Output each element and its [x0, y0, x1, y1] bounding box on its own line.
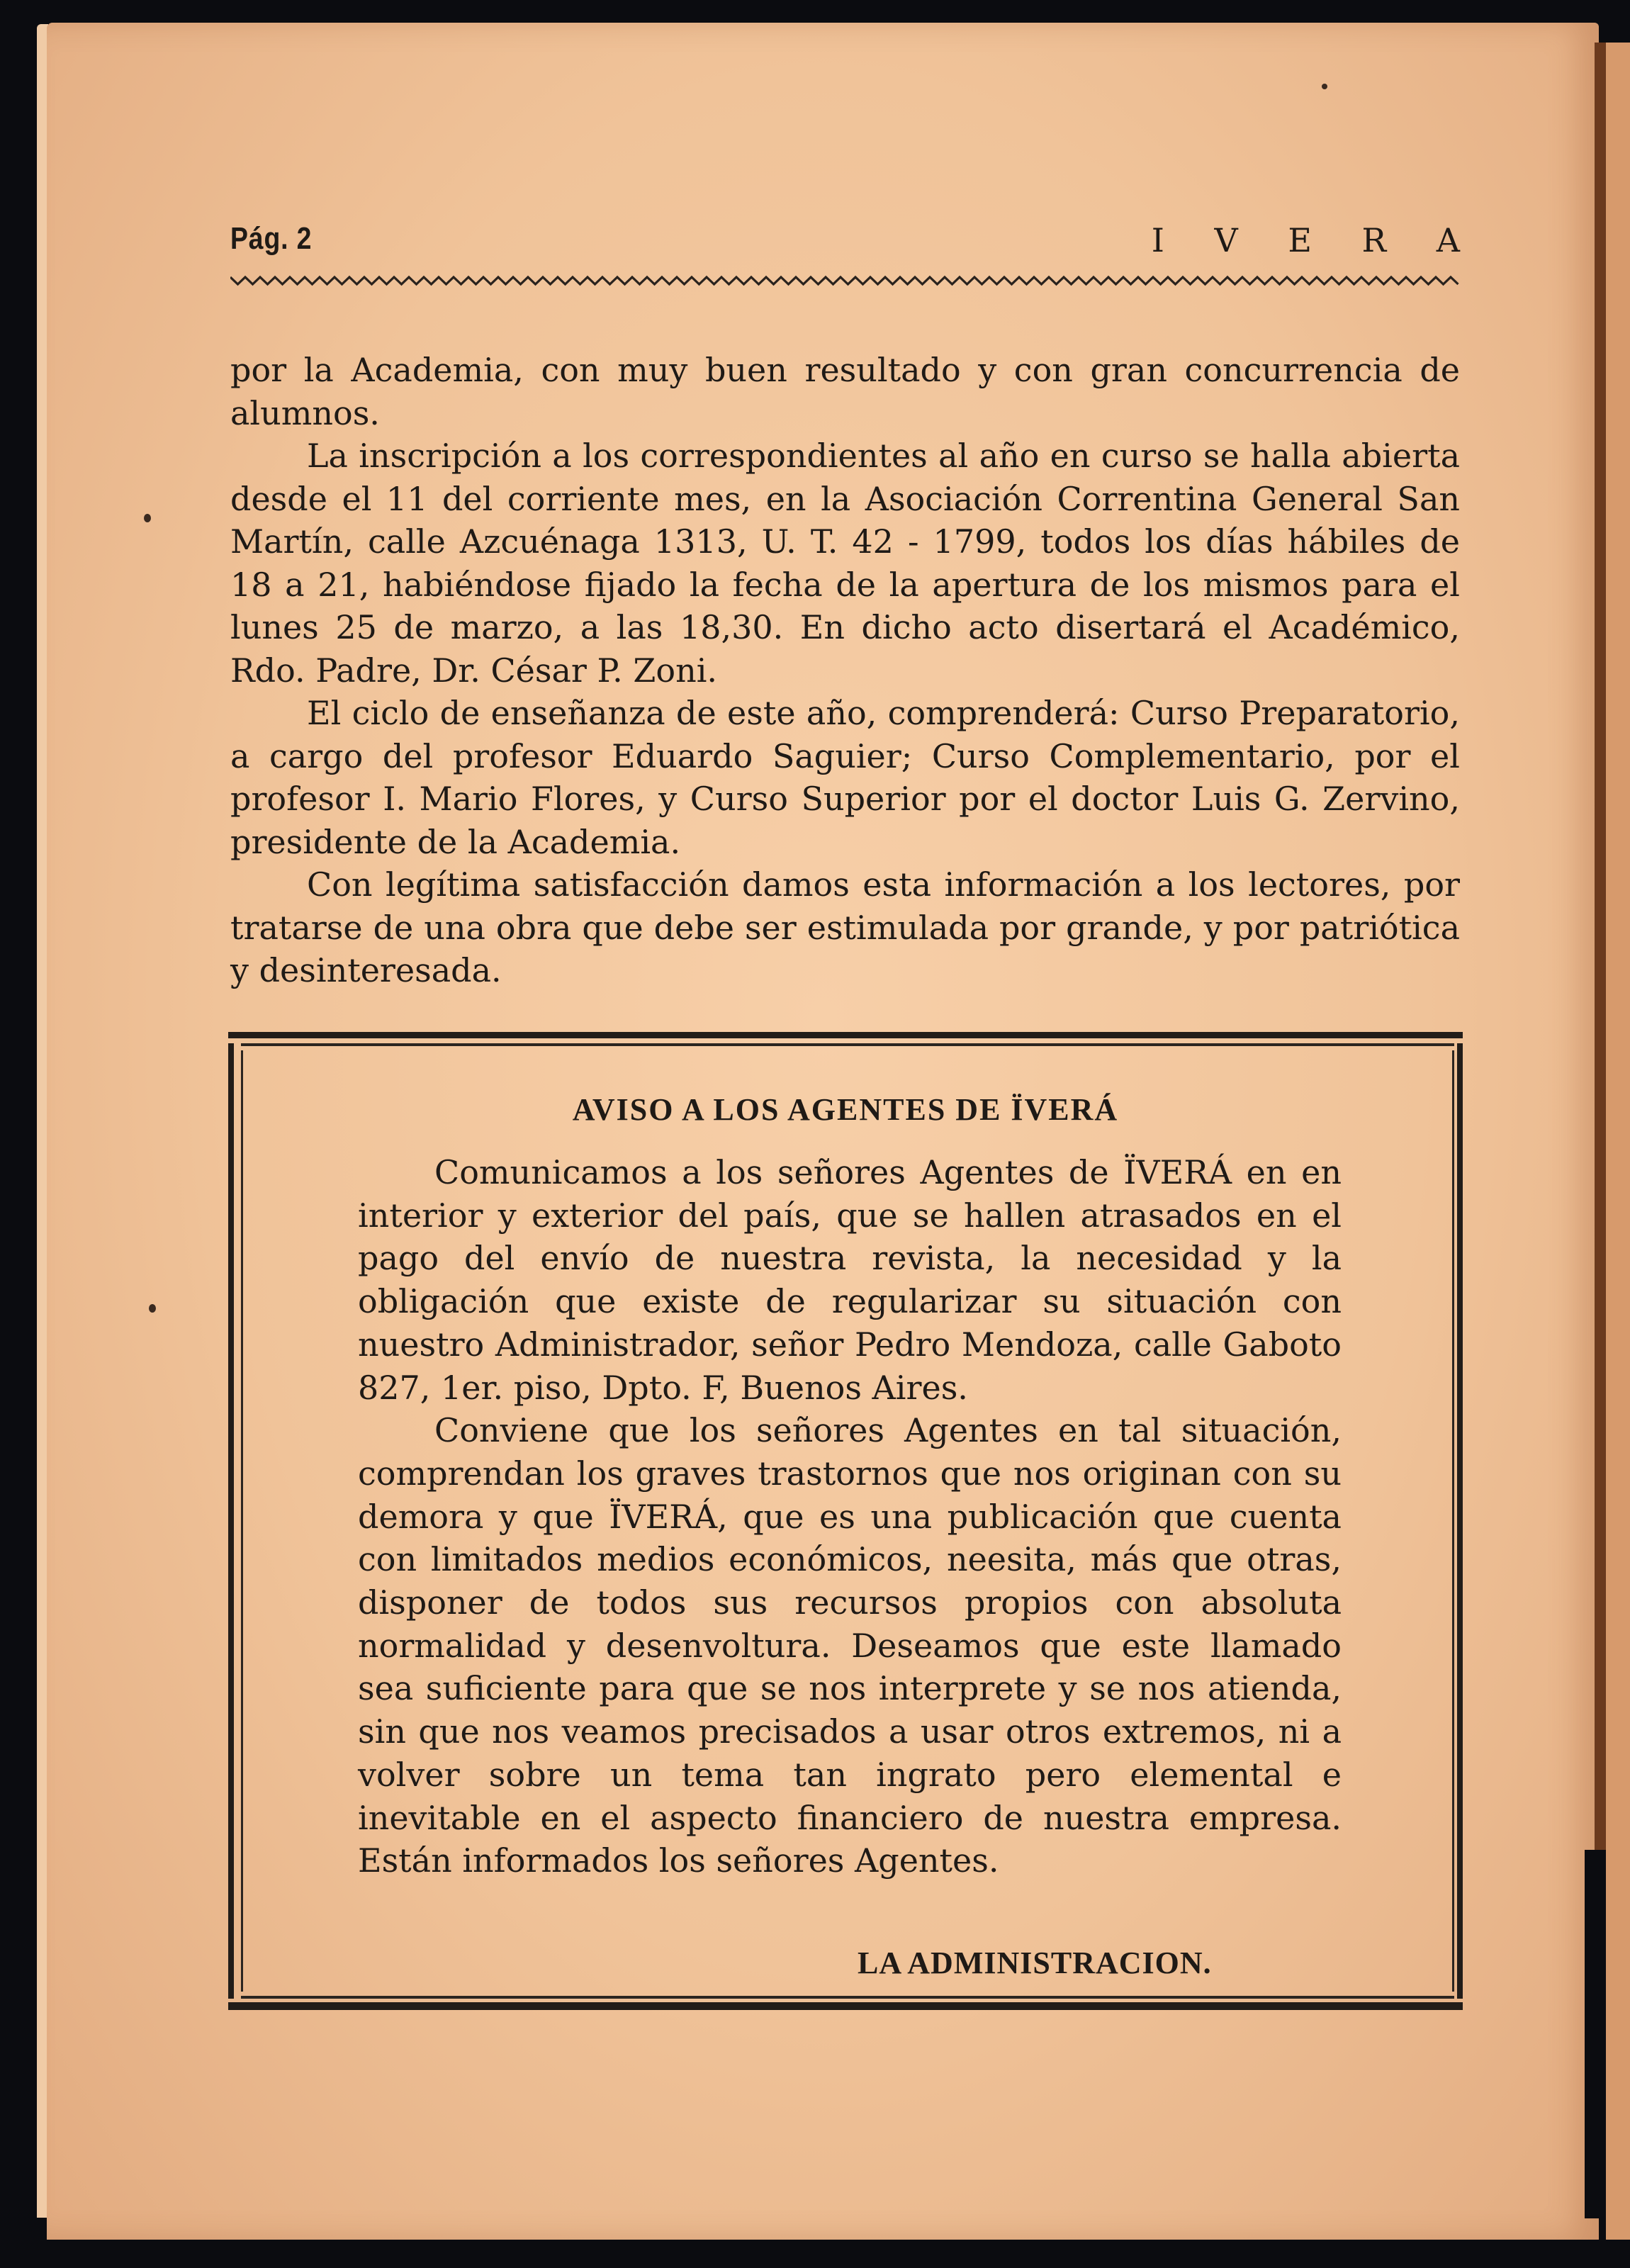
box-border-right-inner: [1452, 1050, 1454, 1992]
box-border-left-inner: [241, 1050, 243, 1992]
article-paragraph: La inscripción a los correspondientes al año en curso se halla abierta desde el 11 del corriente mes, en la Asociación Correntina General San Martín, calle Azcuénaga 1313, U. T. 42 - 1799, todos los días hábiles de 18 a 21, habiéndose fijado la fecha de la apertura de los mismos para el lunes 25 de marzo, a las 18,30. En dicho acto disertará el Académico, Rdo. Padre, Dr. César P. Zoni.: [230, 437, 1460, 690]
box-border-bottom-inner: [241, 1996, 1454, 1999]
box-border-bottom-outer: [228, 2002, 1463, 2010]
box-border-top-inner: [241, 1043, 1454, 1046]
paper-speck: [1322, 84, 1327, 89]
box-border-right-outer: [1457, 1043, 1463, 1999]
article-paragraph: El ciclo de enseñanza de este año, comprenderá: Curso Preparatorio, a cargo del profesor Eduardo Saguier; Curso Complementario, por el profesor I. Mario Flores, y Curso Superior por el doctor Luis G. Zervino, presidente de la Academia.: [230, 694, 1460, 861]
running-header: [230, 221, 1480, 264]
notice-paragraph: Comunicamos a los señores Agentes de ÏVERÁ en en interior y exterior del país, que se hallen atrasados en el pago del envío de nuestra revista, la necesidad y la obligación que existe de regularizar su situación con nuestro Administrador, señor Pedro Mendoza, calle Gaboto 827, 1er. piso, Dpto. F, Buenos Aires.: [358, 1153, 1342, 1407]
next-page-edge: [1606, 43, 1630, 2240]
paper-speck: [149, 1304, 156, 1313]
notice-title: AVISO A LOS AGENTES DE ÏVERÁ: [572, 1092, 1119, 1127]
article-paragraph: por la Academia, con muy buen resultado y con gran concurrencia de alumnos.: [230, 351, 1460, 432]
box-border-top-outer: [228, 1032, 1463, 1038]
publication-title: I V E R A: [1151, 221, 1480, 259]
article-body: [230, 349, 1460, 992]
notice-box: [228, 1032, 1463, 2010]
notice-signature: LA ADMINISTRACION.: [858, 1946, 1212, 1980]
notice-body: [358, 1151, 1342, 1882]
page-number: Pág. 2: [230, 221, 313, 256]
box-border-left-outer: [228, 1043, 234, 1999]
torn-corner: [1585, 1850, 1606, 2218]
article-paragraph: Con legítima satisfacción damos esta información a los lectores, por tratarse de una obra que debe ser estimulada por grande, y por patriótica y desinteresada.: [230, 865, 1460, 989]
paper-speck: [144, 514, 151, 522]
notice-paragraph: Conviene que los señores Agentes en tal situación, comprendan los graves trastornos que nos originan con su demora y que ÏVERÁ, que es una publicación que cuenta con limitados medios económicos, neesita, más que otras, disponer de todos sus recursos propios con absoluta normalidad y desenvoltura. Deseamos que este llamado sea suficiente para que se nos interprete y se nos atienda, sin que nos veamos precisados a usar otros extremos, ni a volver sobre un tema tan ingrato pero elemental e inevitable en el aspecto financiero de nuestra empresa. Están informados los señores Agentes.: [358, 1411, 1342, 1880]
zigzag-rule: [230, 275, 1460, 286]
